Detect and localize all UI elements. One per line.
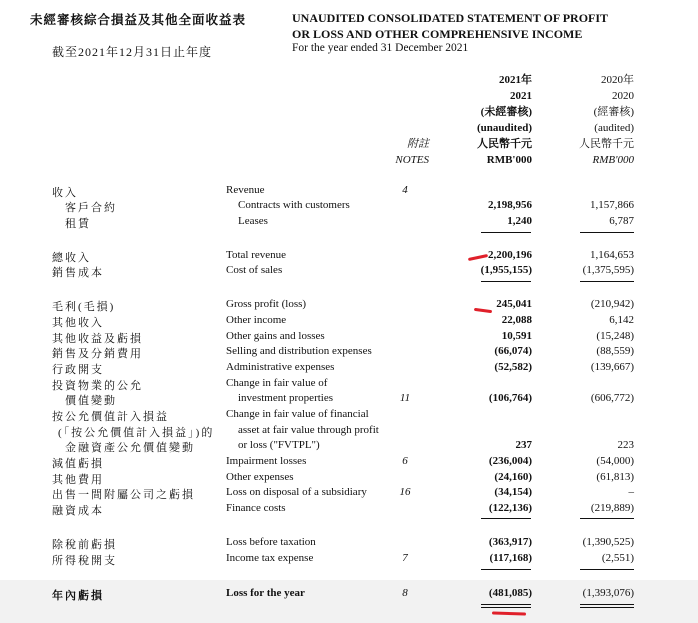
row-impairment-en: Impairment losses (226, 455, 307, 467)
row-fv-invest-en-2: investment properties (238, 392, 334, 404)
row-total-revenue-2020: 1,164,653 (590, 249, 634, 261)
title-cn: 未經審核綜合損益及其他全面收益表 (30, 13, 247, 27)
row-tax-cn: 所得稅開支 (52, 555, 117, 567)
notes-header-cn: 附註 (407, 138, 429, 150)
row-tax-en: Income tax expense (226, 552, 314, 564)
row-loss-year-2020: (1,393,076) (582, 587, 634, 599)
row-admin-cn: 行政開支 (52, 364, 104, 376)
row-finance-cn: 融資成本 (52, 505, 104, 517)
row-loss-before-tax-2021: (363,917) (488, 536, 532, 548)
row-loss-before-tax-en: Loss before taxation (226, 536, 316, 548)
row-selling-2020: (88,559) (596, 345, 634, 357)
col-2020-status-cn: (經審核) (593, 106, 634, 118)
row-leases-en: Leases (238, 215, 268, 227)
row-gross-profit-2021: 245,041 (496, 298, 532, 310)
col-2020-year-cn: 2020年 (601, 74, 634, 86)
row-disposal-cn: 出售一間附屬公司之虧損 (52, 489, 195, 501)
col-2021-status-en: (unaudited) (476, 122, 532, 134)
row-loss-year-2021: (481,085) (488, 587, 532, 599)
row-admin-en: Administrative expenses (226, 361, 335, 373)
row-gross-profit-2020: (210,942) (590, 298, 634, 310)
row-fv-invest-2021: (106,764) (488, 392, 532, 404)
row-leases-2021: 1,240 (507, 215, 532, 227)
row-other-gains-en: Other gains and losses (226, 330, 325, 342)
row-contracts-2021: 2,198,956 (488, 199, 532, 211)
row-other-income-en: Other income (226, 314, 287, 326)
title-en-line2: OR LOSS AND OTHER COMPREHENSIVE INCOME (292, 27, 583, 41)
row-disposal-2020: – (628, 486, 634, 498)
row-loss-year-note: 8 (402, 587, 408, 599)
double-rule-2020 (580, 604, 634, 608)
row-selling-2021: (66,074) (494, 345, 532, 357)
row-gross-profit-cn: 毛利(毛損) (52, 301, 116, 313)
row-fvtpl-cn-2: (「按公允價值計入損益」)的 (58, 427, 215, 439)
row-loss-year-cn: 年內虧損 (52, 590, 104, 602)
row-fv-invest-en-1: Change in fair value of (226, 377, 328, 389)
row-fvtpl-cn-1: 按公允價值計入損益 (52, 411, 169, 423)
row-impairment-2020: (54,000) (596, 455, 634, 467)
subtitle-en: For the year ended 31 December 2021 (292, 42, 469, 54)
subtitle-cn: 截至2021年12月31日止年度 (52, 45, 213, 59)
row-fvtpl-en-2: asset at fair value through profit (238, 424, 379, 436)
row-tax-note: 7 (402, 552, 408, 564)
row-admin-2021: (52,582) (494, 361, 532, 373)
col-2021-currency-cn: 人民幣千元 (477, 138, 532, 150)
row-gross-profit-en: Gross profit (loss) (226, 298, 307, 310)
row-other-exp-2021: (24,160) (494, 471, 532, 483)
row-other-gains-2020: (15,248) (596, 330, 634, 342)
row-fv-invest-cn-1: 投資物業的公允 (52, 380, 143, 392)
row-fv-invest-2020: (606,772) (590, 392, 634, 404)
rule-2020-c (580, 518, 634, 519)
row-tax-2021: (117,168) (489, 552, 532, 564)
red-annotation-mark (468, 254, 488, 261)
col-2020-header (579, 72, 634, 168)
double-rule-2021 (481, 604, 531, 608)
row-total-revenue-en: Total revenue (226, 249, 287, 261)
col-2020-currency-en: RMB'000 (592, 154, 634, 166)
row-other-exp-2020: (61,813) (596, 471, 634, 483)
row-other-gains-cn: 其他收益及虧損 (52, 333, 143, 345)
title-en (292, 10, 608, 42)
row-fvtpl-2020: 223 (617, 439, 634, 451)
row-other-exp-cn: 其他費用 (52, 474, 104, 486)
row-fv-invest-cn-2: 價值變動 (65, 395, 117, 407)
row-finance-2020: (219,889) (590, 502, 634, 514)
col-2020-currency-cn: 人民幣千元 (579, 138, 634, 150)
row-other-income-cn: 其他收入 (52, 317, 104, 329)
row-admin-2020: (139,667) (590, 361, 634, 373)
row-cost-of-sales-en: Cost of sales (226, 264, 283, 276)
row-leases-cn: 租賃 (65, 218, 91, 230)
row-cost-of-sales-cn: 銷售成本 (52, 267, 104, 279)
row-other-exp-en: Other expenses (226, 471, 294, 483)
col-2020-status-en: (audited) (594, 122, 634, 134)
rule-2021-d (481, 569, 531, 570)
rule-2021-a (481, 232, 531, 233)
row-fv-invest-note: 11 (399, 392, 411, 404)
row-fvtpl-cn-3: 金融資產公允價值變動 (65, 442, 195, 454)
row-revenue-cn: 收入 (52, 187, 78, 199)
row-finance-en: Finance costs (226, 502, 286, 514)
row-loss-before-tax-cn: 除稅前虧損 (52, 539, 117, 551)
row-fvtpl-en-1: Change in fair value of financial (226, 408, 369, 420)
row-fvtpl-en-3: or loss ("FVTPL") (238, 439, 320, 451)
row-other-income-2021: 22,088 (501, 314, 532, 326)
row-selling-en: Selling and distribution expenses (226, 345, 372, 357)
row-impairment-cn: 減值虧損 (52, 458, 104, 470)
row-disposal-note: 16 (399, 486, 411, 498)
notes-header-en: NOTES (395, 154, 429, 166)
row-fvtpl-2021: 237 (515, 439, 532, 451)
row-revenue-en: Revenue (226, 184, 265, 196)
row-disposal-en: Loss on disposal of a subsidiary (226, 486, 367, 498)
row-other-income-2020: 6,142 (609, 314, 634, 326)
rule-2020-a (580, 232, 634, 233)
row-selling-cn: 銷售及分銷費用 (52, 348, 143, 360)
row-cost-of-sales-2021: (1,955,155) (480, 264, 532, 276)
row-disposal-2021: (34,154) (494, 486, 532, 498)
row-contracts-2020: 1,157,866 (590, 199, 634, 211)
row-loss-before-tax-2020: (1,390,525) (582, 536, 634, 548)
col-2021-header (477, 72, 532, 168)
row-total-revenue-2021: 2,200,196 (488, 249, 532, 261)
row-finance-2021: (122,136) (488, 502, 532, 514)
col-2021-year: 2021 (510, 90, 532, 102)
row-revenue-note: 4 (402, 184, 408, 196)
row-impairment-2021: (236,004) (488, 455, 532, 467)
rule-2020-b (580, 281, 634, 282)
row-other-gains-2021: 10,591 (501, 330, 532, 342)
red-annotation-mark (474, 308, 492, 313)
col-2021-year-cn: 2021年 (499, 74, 532, 86)
title-en-line1: UNAUDITED CONSOLIDATED STATEMENT OF PROFIT (292, 11, 609, 25)
row-cost-of-sales-2020: (1,375,595) (582, 264, 634, 276)
col-2021-currency-en: RMB'000 (486, 154, 532, 166)
row-contracts-en: Contracts with customers (238, 199, 350, 211)
row-loss-year-en: Loss for the year (226, 587, 305, 599)
row-tax-2020: (2,551) (601, 552, 634, 564)
col-2021-status-cn: (未經審核) (480, 106, 532, 118)
row-contracts-cn: 客戶合約 (65, 202, 117, 214)
rule-2021-b (481, 281, 531, 282)
row-leases-2020: 6,787 (609, 215, 634, 227)
notes-header (385, 136, 429, 168)
col-2020-year: 2020 (612, 90, 634, 102)
rule-2021-c (481, 518, 531, 519)
rule-2020-d (580, 569, 634, 570)
row-impairment-note: 6 (402, 455, 408, 467)
row-total-revenue-cn: 總收入 (52, 252, 91, 264)
